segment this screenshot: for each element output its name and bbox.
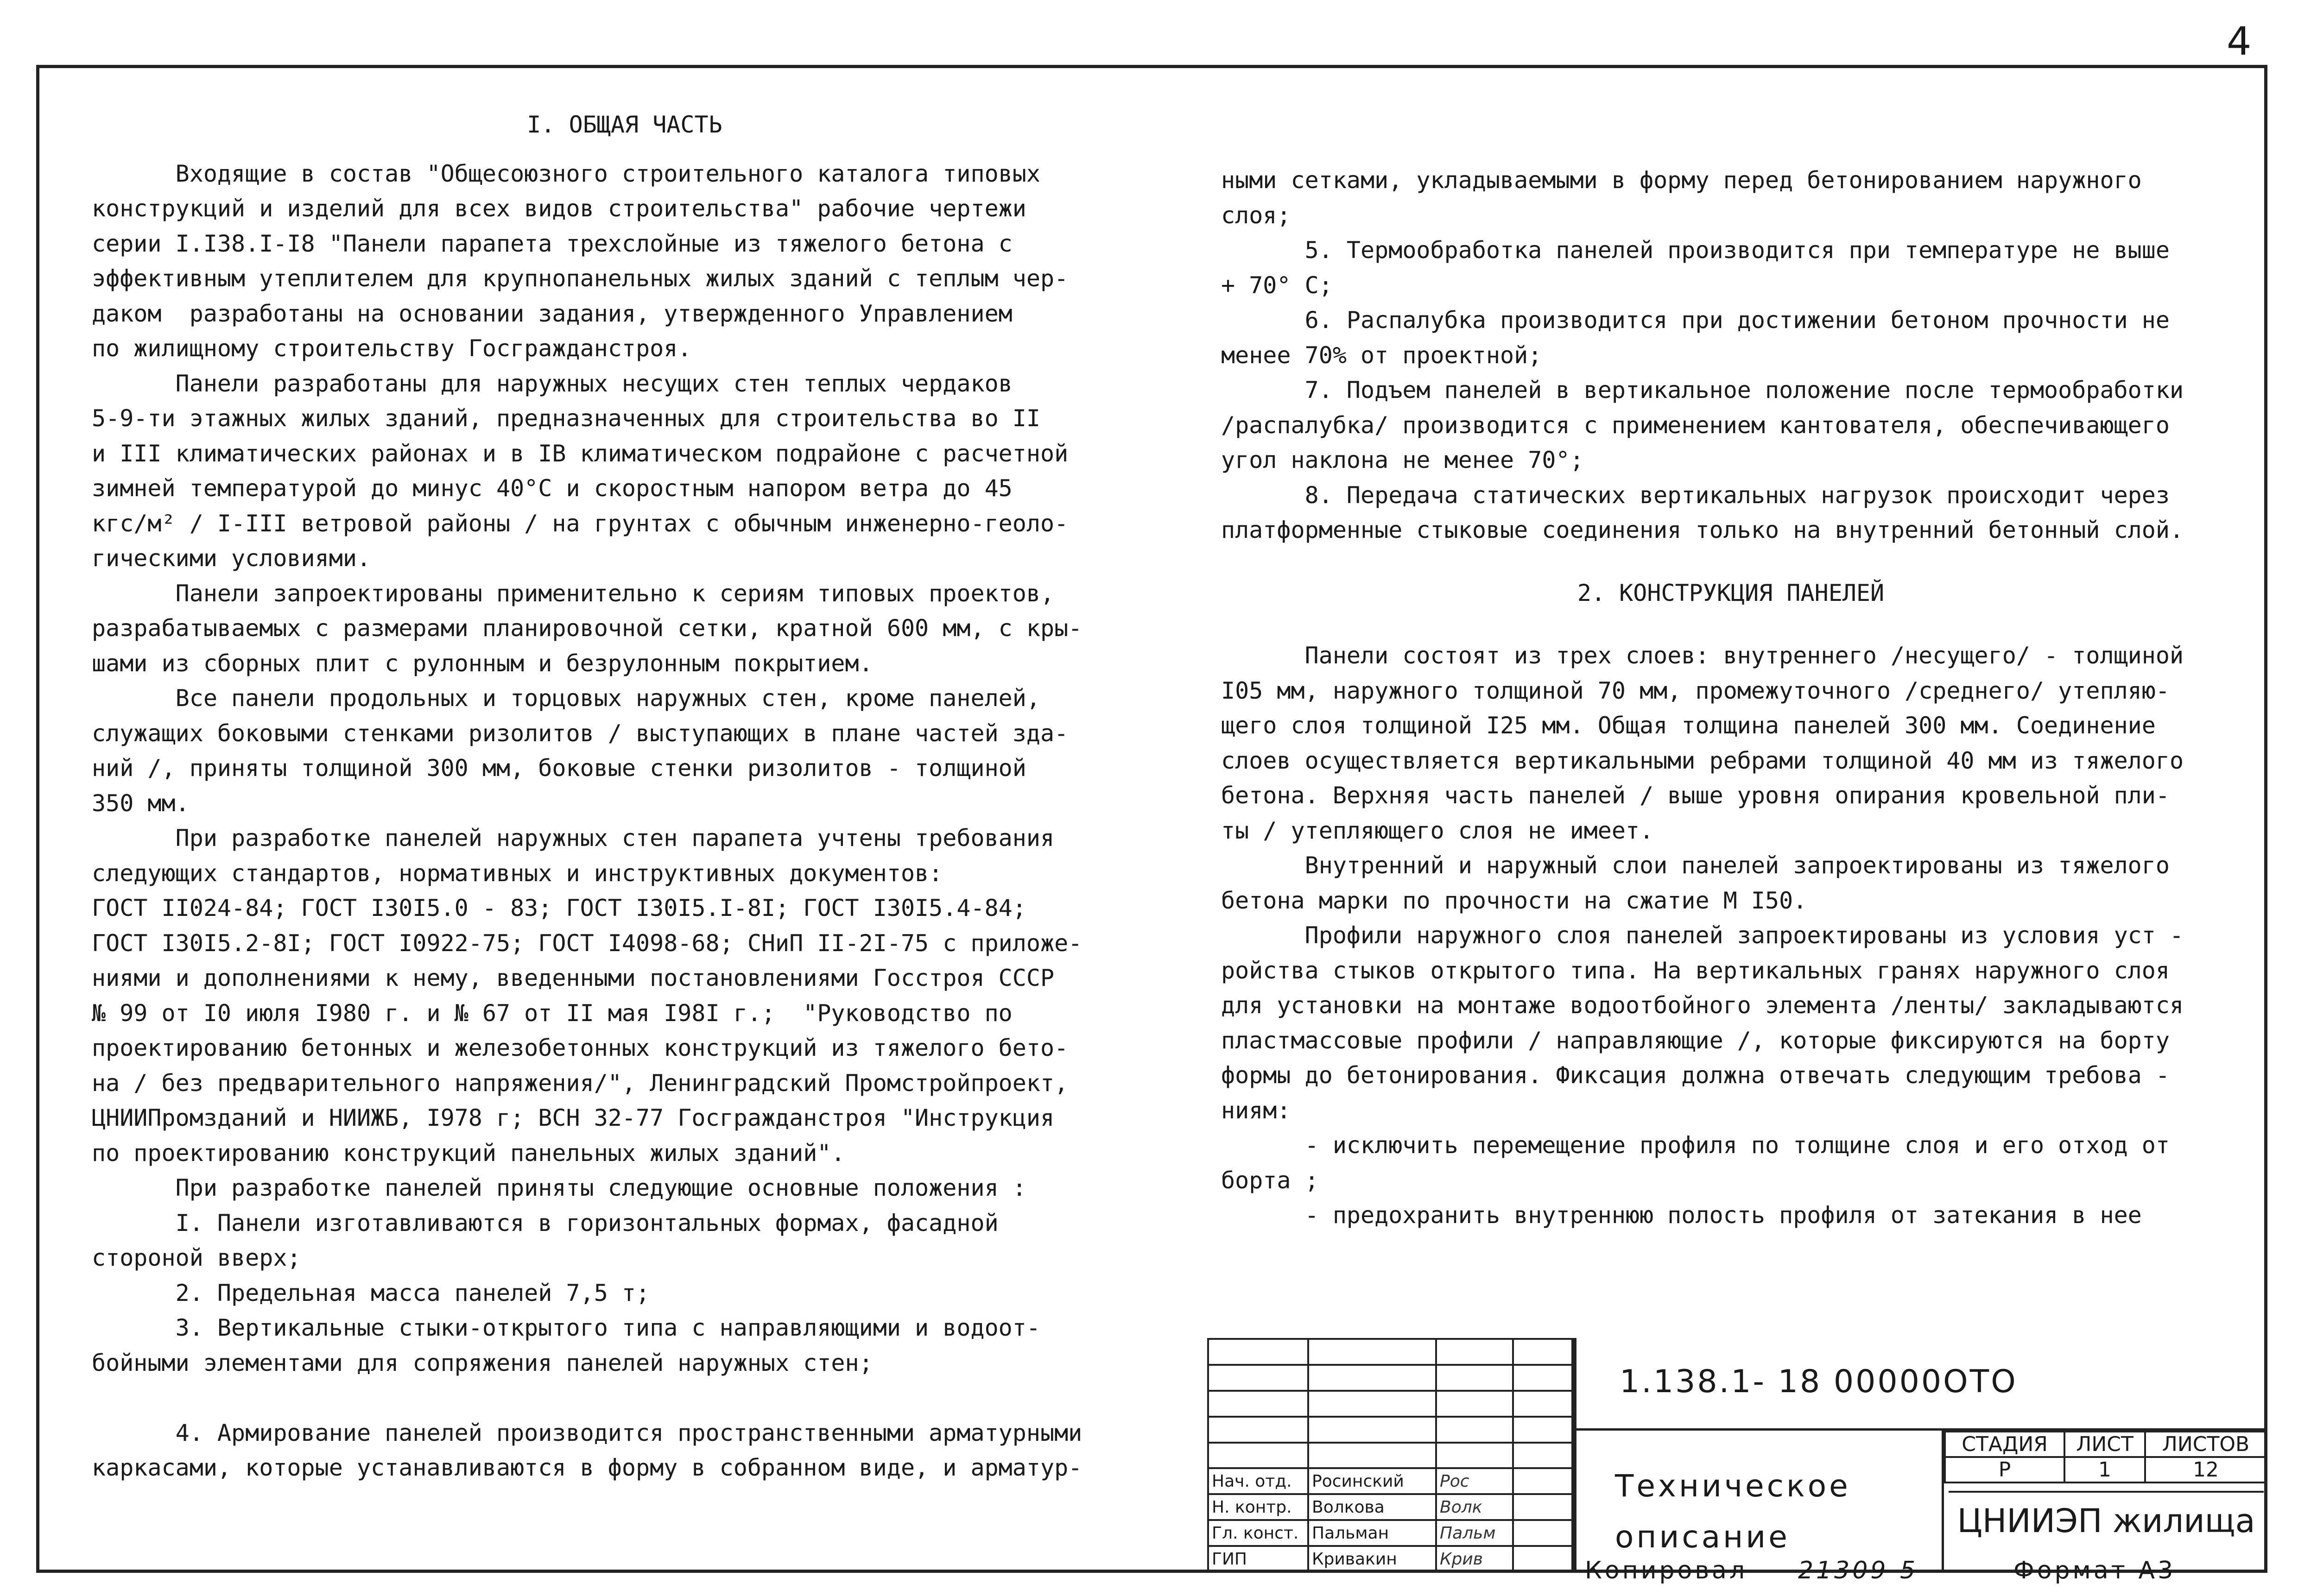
signature: Рос [1436,1468,1513,1494]
text-line: - исключить перемещение профиля по толщине слоя и его отход от [1221,1132,2170,1159]
text-line: Входящие в состав "Общесоюзного строительного каталога типовых [92,160,1040,187]
text-line: ний /, приняты толщиной 300 мм, боковые стенки ризолитов - толщиной [92,755,1026,782]
text-line: Внутренний и наружный слои панелей запроектированы из тяжелого [1221,852,2170,879]
text-line: 7. Подъем панелей в вертикальное положение после термообработки [1221,377,2184,404]
text-line: разрабатываемых с размерами планировочной сетки, кратной 600 мм, с кры- [92,615,1083,642]
text-line: пластмассовые профили / направляющие /, которые фиксируются на борту [1221,1027,2170,1054]
text-line: Все панели продольных и торцовых наружных стен, кроме панелей, [92,685,1040,712]
left-column [92,107,1158,1486]
stage-header: СТАДИЯ [1945,1432,2064,1457]
text-line: Профили наружного слоя панелей запроектированы из условия уст - [1221,922,2184,949]
text-line: по проектированию конструкций панельных жилых зданий". [92,1139,845,1167]
signature-row: Гл. конст. Пальман Пальм [1208,1520,1572,1546]
text-line: ГОСТ I30I5.2-8I; ГОСТ I0922-75; ГОСТ I4098-68; СНиП II-2I-75 с приложе- [92,929,1083,957]
text-line: бойными элементами для сопряжения панелей наружных стен; [92,1349,873,1376]
text-line: слоев осуществляется вертикальными ребрами толщиной 40 мм из тяжелого [1221,747,2184,774]
sheets-header: ЛИСТОВ [2145,1432,2266,1457]
section-heading-construction: 2. КОНСТРУКЦИЯ ПАНЕЛЕЙ [1577,579,1885,606]
text-line: угол наклона не менее 70°; [1221,447,1584,473]
text-line: щего слоя толщиной I25 мм. Общая толщина панелей 300 мм. Соединение [1221,712,2156,739]
text-line: 350 мм. [92,789,190,817]
text-line: стороной вверх; [92,1244,301,1271]
right-text-bottom [1221,638,2241,1233]
text-line: 6. Распалубка производится при достижении бетоном прочности не [1221,307,2170,334]
sheet-value: 1 [2064,1457,2145,1482]
text-line: служащих боковыми стенками ризолитов / выступающих в плане частей зда- [92,719,1069,747]
right-text-top [1221,163,2241,548]
sheet-header: ЛИСТ [2064,1432,2145,1457]
text-line: 3. Вертикальные стыки-открытого типа с направляющими и водоот- [92,1314,1040,1341]
copied-label: Копировал [1585,1557,1748,1584]
text-line: слоя; [1221,202,1291,229]
text-line: При разработке панелей приняты следующие основные положения : [92,1174,1026,1201]
text-line: Панели состоят из трех слоев: внутреннего /несущего/ - толщиной [1221,642,2184,669]
text-line: I05 мм, наружного толщиной 70 мм, промежуточного /среднего/ утепляю- [1221,677,2170,704]
text-line: следующих стандартов, нормативных и инструктивных документов: [92,859,943,887]
text-line: серии I.I38.I-I8 "Панели парапета трехслойные из тяжелого бетона с [92,230,1013,257]
organization-name: ЦНИИЭП жилища [1949,1491,2264,1540]
signature: Пальм [1436,1520,1513,1546]
text-line: При разработке панелей наружных стен парапета учтены требования [92,825,1055,852]
text-line: по жилищному строительству Госгражданстроя. [92,335,692,362]
text-line: кгс/м² / I-III ветровой районы / на грунтах с обычным инженерно-геоло- [92,510,1069,537]
text-line: для установки на монтаже водоотбойного элемента /ленты/ закладываются [1221,992,2184,1019]
title-block [1207,1338,2267,1573]
text-line: /распалубка/ производится с применением кантователя, обеспечивающего [1221,411,2170,439]
text-line: формы до бетонирования. Фиксация должна отвечать следующим требова - [1221,1062,2170,1089]
text-line: + 70° С; [1221,271,1333,299]
copy-number: 21309 [1798,1557,1889,1584]
text-line: ГОСТ II024-84; ГОСТ I30I5.0 - 83; ГОСТ I30I5.I-8I; ГОСТ I30I5.4-84; [92,895,1026,921]
copy-extra: 5 [1900,1557,1918,1584]
text-line: ниям: [1221,1097,1291,1124]
text-line: платформенные стыковые соединения только на внутренний бетонный слой. [1221,517,2184,543]
text-line: даком разработаны на основании задания, утвержденного Управлением [92,300,1013,327]
text-line: зимней температурой до минус 40°С и скоростным напором ветра до 45 [92,475,1013,502]
signature-grid [1207,1338,1573,1573]
signature-row: ГИП Кривакин Крив [1208,1546,1572,1572]
text-line: гическими условиями. [92,545,371,572]
text-line: 8. Передача статических вертикальных нагрузок происходит через [1221,481,2170,509]
text-line: ЦНИИПромзданий и НИИЖБ, I978 г; ВСН 32-77 Госгражданстроя "Инструкция [92,1104,1055,1131]
signature-row: Н. контр. Волкова Волк [1208,1494,1572,1520]
text-line: борта ; [1221,1167,1319,1194]
text-line: 5. Термообработка панелей производится при температуре не выше [1221,237,2170,264]
page-number: 4 [2227,19,2252,64]
text-line: на / без предварительного напряжения/", Ленинградский Промстройпроект, [92,1069,1069,1097]
text-line: ными сетками, укладываемыми в форму перед бетонированием наружного [1221,167,2142,194]
text-line: I. Панели изготавливаются в горизонтальных формах, фасадной [92,1209,999,1236]
signature: Волк [1436,1494,1513,1520]
text-line: 2. Предельная масса панелей 7,5 т; [92,1279,650,1306]
section-heading-general: I. ОБЩАЯ ЧАСТЬ [527,111,722,138]
text-line: Панели разработаны для наружных несущих стен теплых чердаков [92,370,1013,397]
text-line: проектированию бетонных и железобетонных конструкций из тяжелого бето- [92,1035,1069,1061]
stage-value: Р [1945,1457,2064,1482]
sheets-value: 12 [2145,1457,2266,1482]
text-line: бетона марки по прочности на сжатие М I50. [1221,887,1807,914]
text-line: ройства стыков открытого типа. На вертикальных гранях наружного слоя [1221,957,2170,984]
format-label: Формат А3 [2013,1557,2176,1584]
text-line: - предохранить внутреннюю полость профиля от затекания в нее [1221,1202,2142,1229]
text-line: 4. Армирование панелей производится пространственными арматурными [92,1419,1083,1446]
text-line: и III климатических районах и в IB климатическом подрайоне с расчетной [92,440,1069,467]
text-line: менее 70% от проектной; [1221,341,1542,369]
left-text-body [92,157,1158,1486]
text-line: конструкций и изделий для всех видов строительства" рабочие чертежи [92,195,1026,222]
text-line: каркасами, которые устанавливаются в форму в собранном виде, и арматур- [92,1454,1083,1481]
document-title: Техническое описание [1615,1468,1851,1555]
document-code: 1.138.1- 18 00000ОТО [1620,1363,2018,1400]
right-column [1221,163,2241,1233]
text-line: ниями и дополнениями к нему, введенными постановлениями Госстроя СССР [92,965,1055,991]
text-line: ты / утепляющего слоя не имеет. [1221,817,1654,844]
text-line: бетона. Верхняя часть панелей / выше уровня опирания кровельной пли- [1221,782,2170,809]
text-line: эффективным утеплителем для крупнопанельных жилых зданий с теплым чер- [92,265,1069,292]
text-line: шами из сборных плит с рулонным и безрулонным покрытием. [92,650,873,677]
sheet-info-table [1944,1431,2267,1483]
text-line: № 99 от I0 июля I980 г. и № 67 от II мая I98I г.; "Руководство по [92,999,1013,1027]
signature: Крив [1436,1546,1513,1572]
text-line: 5-9-ти этажных жилых зданий, предназначенных для строительства во II [92,405,1040,432]
text-line [92,1381,1158,1416]
text-line: Панели запроектированы применительно к сериям типовых проектов, [92,580,1055,607]
signature-row: Нач. отд. Росинский Рос [1208,1468,1572,1494]
